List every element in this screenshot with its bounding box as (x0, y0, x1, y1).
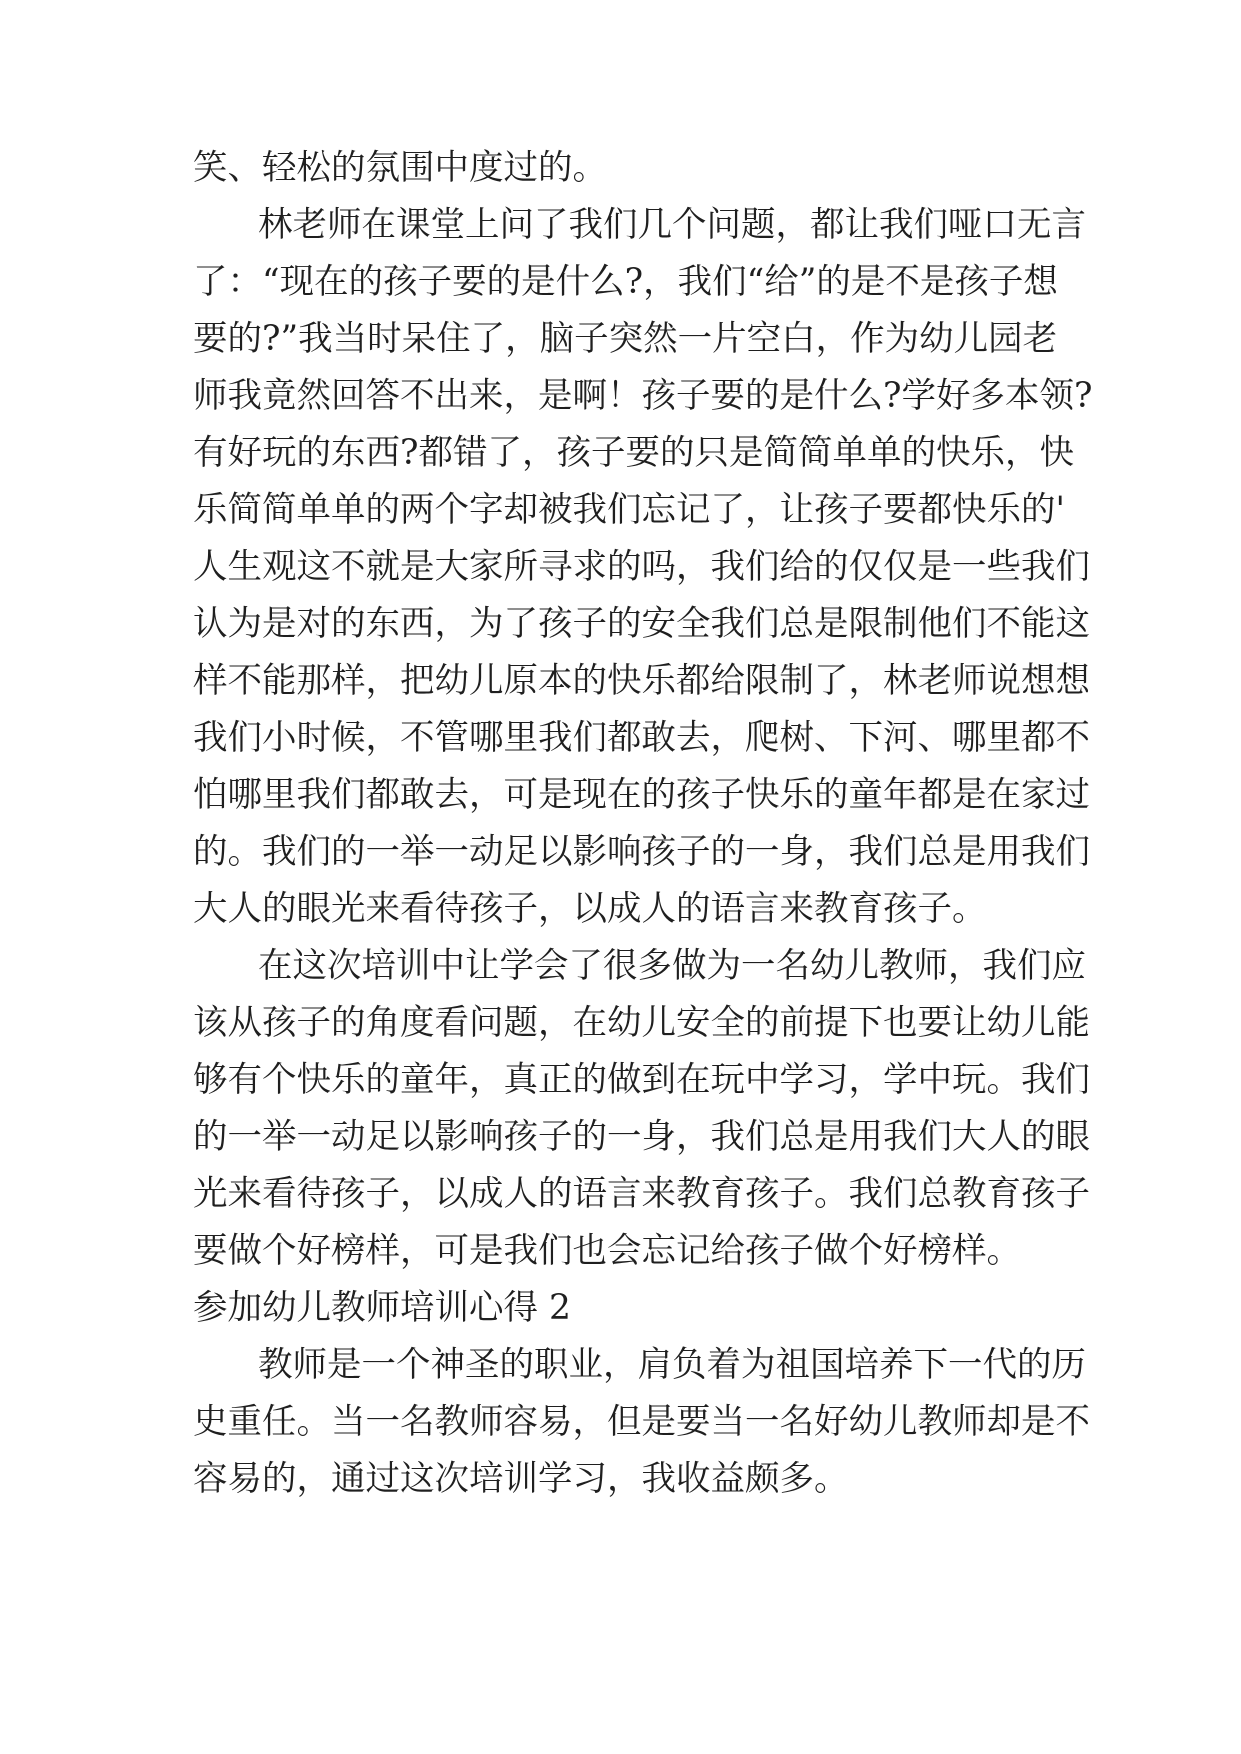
text-line: 的。我们的一举一动足以影响孩子的一身，我们总是用我们 (193, 832, 1090, 872)
text-line: 怕哪里我们都敢去，可是现在的孩子快乐的童年都是在家过 (193, 775, 1090, 815)
text-line: 师我竟然回答不出来，是啊！孩子要的是什么?学好多本领? (193, 376, 1093, 416)
text-line: 光来看待孩子，以成人的语言来教育孩子。我们总教育孩子 (193, 1174, 1090, 1214)
text-line: 人生观这不就是大家所寻求的吗，我们给的仅仅是一些我们 (193, 547, 1090, 587)
text-line: 史重任。当一名教师容易，但是要当一名好幼儿教师却是不 (193, 1402, 1090, 1442)
text-line: 笑、轻松的氛围中度过的。 (193, 148, 607, 188)
paragraph-first-line: 教师是一个神圣的职业，肩负着为祖国培养下一代的历 (258, 1345, 1086, 1385)
text-line: 样不能那样，把幼儿原本的快乐都给限制了，林老师说想想 (193, 661, 1090, 701)
text-line: 的一举一动足以影响孩子的一身，我们总是用我们大人的眼 (193, 1117, 1090, 1157)
section-heading: 参加幼儿教师培训心得 2 (193, 1288, 571, 1328)
text-line: 我们小时候，不管哪里我们都敢去，爬树、下河、哪里都不 (193, 718, 1090, 758)
text-line: 容易的，通过这次培训学习，我收益颇多。 (193, 1459, 849, 1499)
text-line: 够有个快乐的童年，真正的做到在玩中学习，学中玩。我们 (193, 1060, 1090, 1100)
text-line: 有好玩的东西?都错了，孩子要的只是简简单单的快乐，快 (193, 433, 1074, 473)
text-line: 要的?”我当时呆住了，脑子突然一片空白，作为幼儿园老 (193, 319, 1058, 359)
text-line: 要做个好榜样，可是我们也会忘记给孩子做个好榜样。 (193, 1231, 1021, 1271)
paragraph-first-line: 在这次培训中让学会了很多做为一名幼儿教师，我们应 (258, 946, 1086, 986)
text-line: 乐简简单单的两个字却被我们忘记了，让孩子要都快乐的' (193, 490, 1065, 530)
paragraph-first-line: 林老师在课堂上问了我们几个问题，都让我们哑口无言 (258, 205, 1086, 245)
text-line: 大人的眼光来看待孩子，以成人的语言来教育孩子。 (193, 889, 987, 929)
text-line: 该从孩子的角度看问题，在幼儿安全的前提下也要让幼儿能 (193, 1003, 1090, 1043)
text-line: 了：“现在的孩子要的是什么?，我们“给”的是不是孩子想 (193, 262, 1058, 302)
text-line: 认为是对的东西，为了孩子的安全我们总是限制他们不能这 (193, 604, 1090, 644)
